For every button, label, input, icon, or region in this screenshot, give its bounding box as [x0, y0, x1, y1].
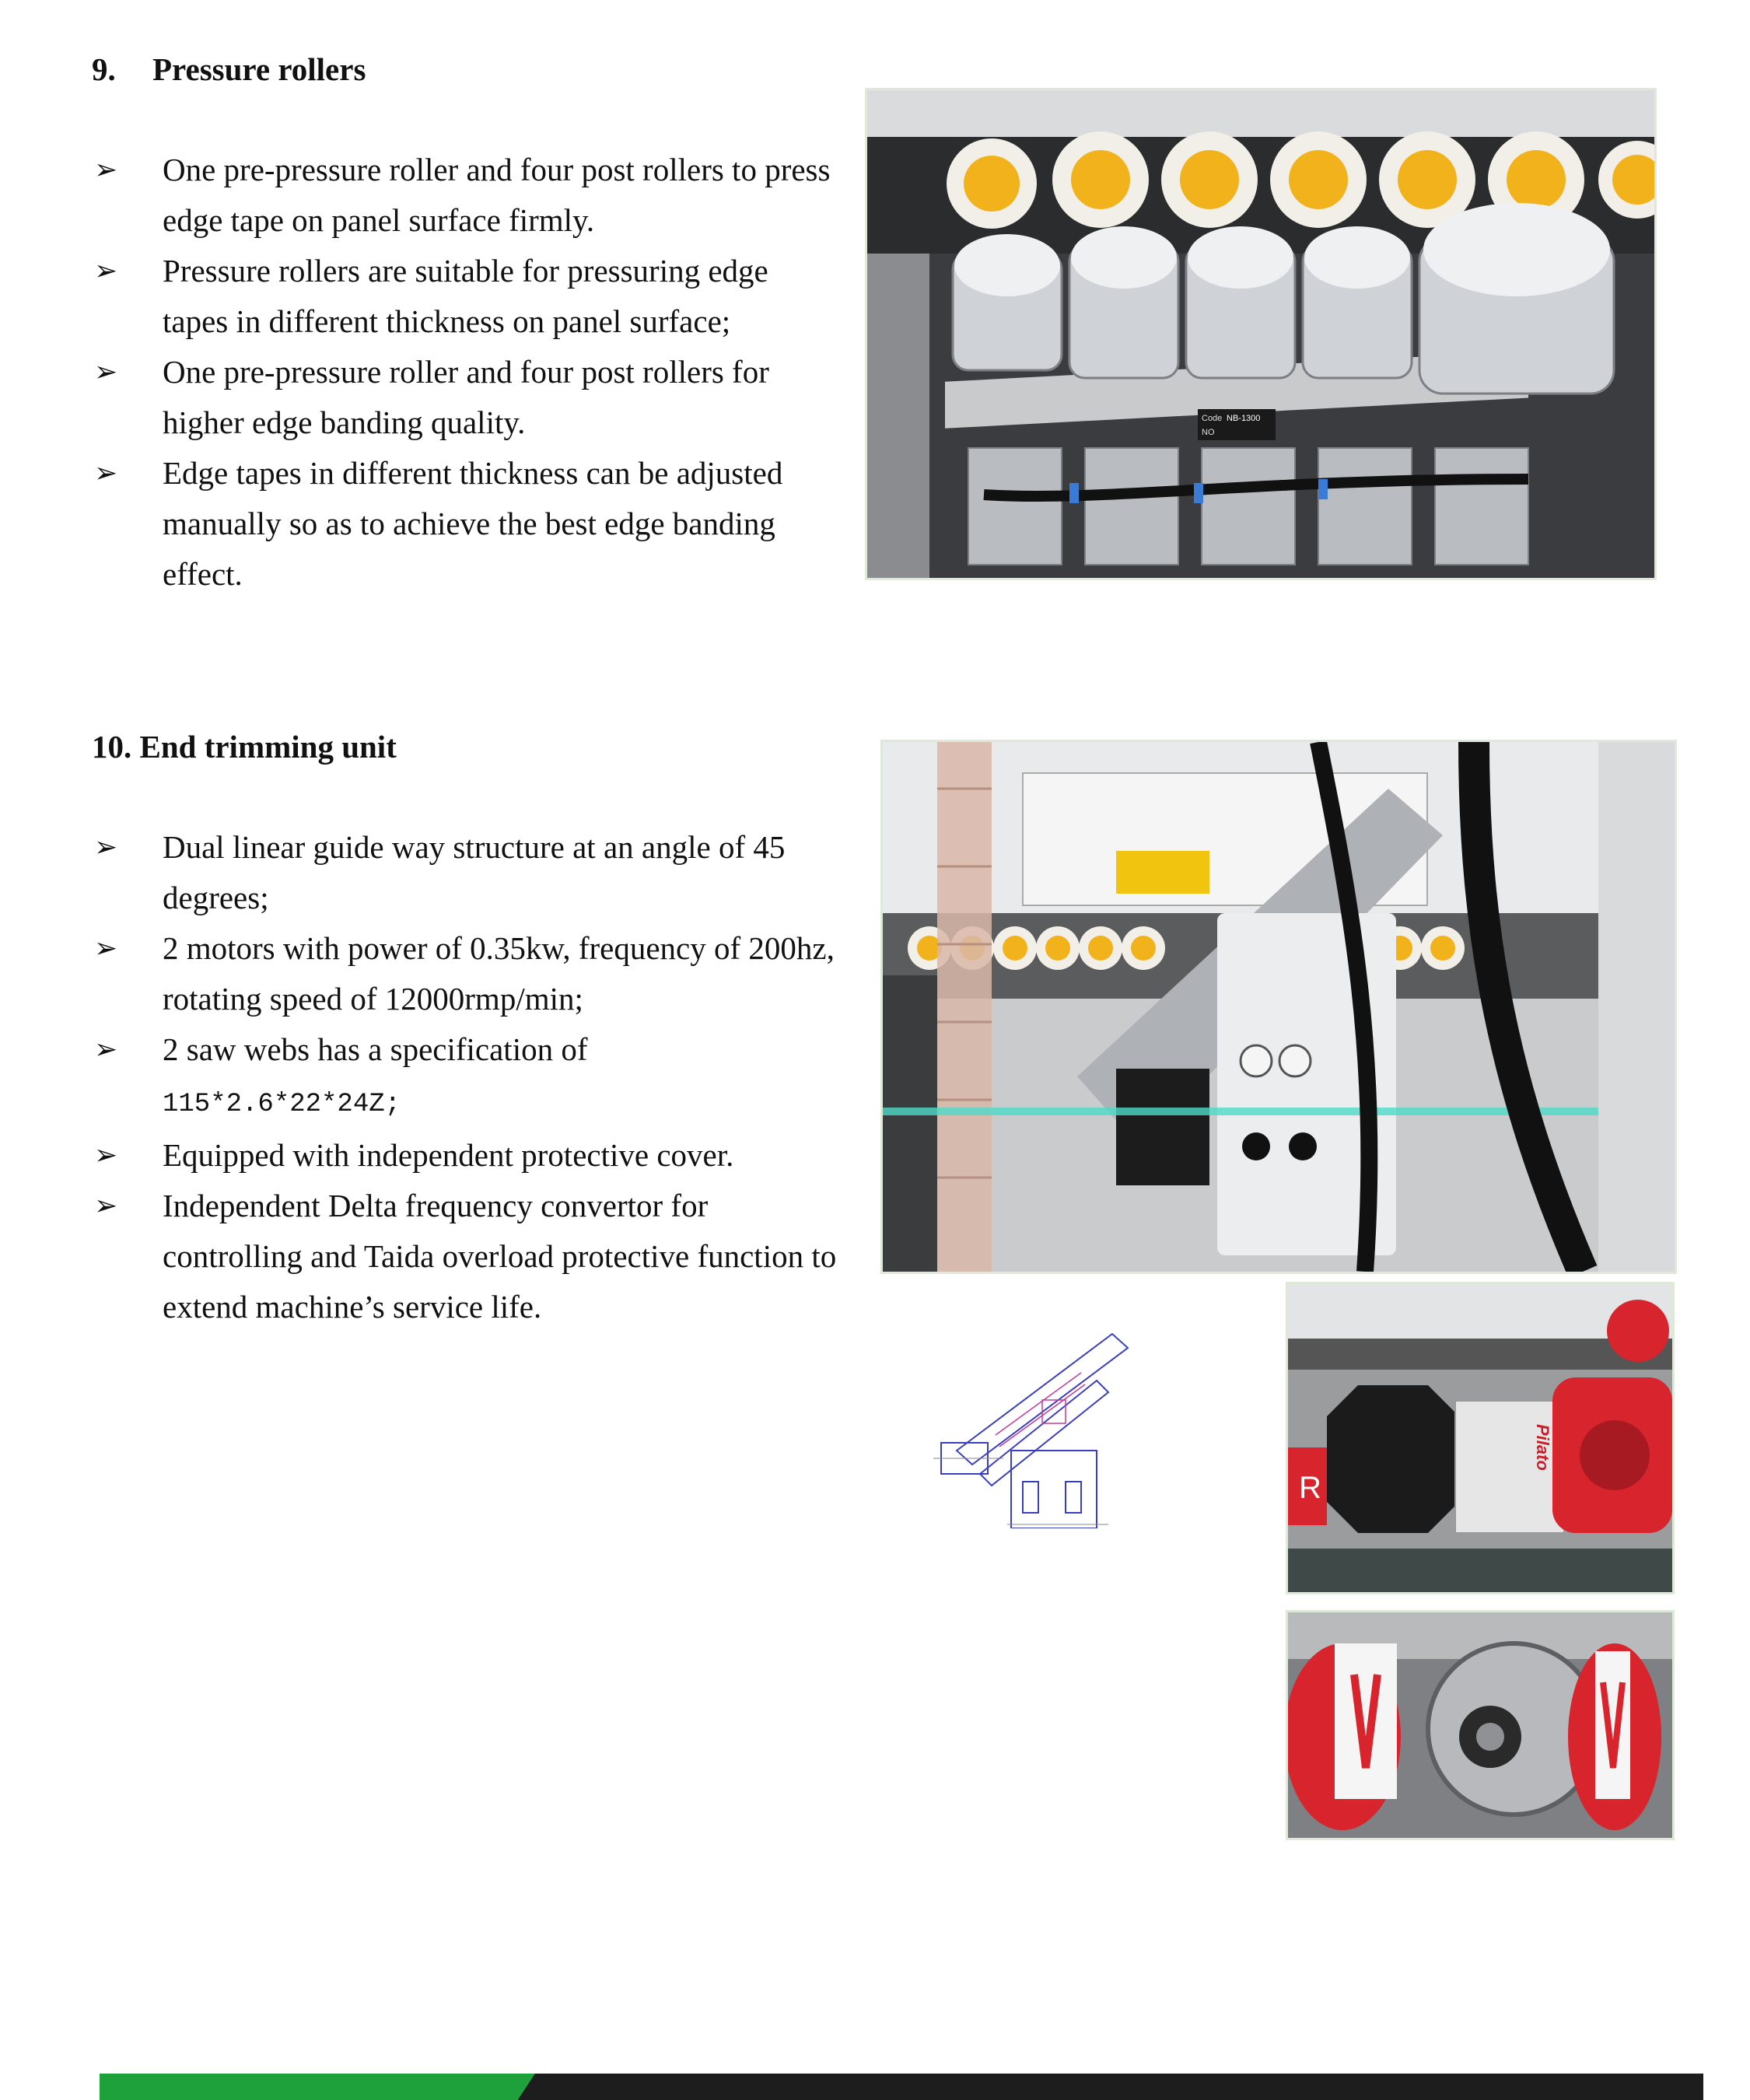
list-item: ➢ Independent Delta frequency convertor for controlling and Taida overload protective function to extend machine’s service life. — [94, 1181, 841, 1332]
code-value: NB-1300 — [1227, 414, 1261, 423]
arrowhead-bullet-icon: ➢ — [94, 1190, 118, 1221]
saw-spec-value: 115*2.6*22*24Z; — [163, 1090, 401, 1119]
no-label: NO — [1202, 428, 1215, 437]
arrowhead-bullet-icon: ➢ — [94, 356, 118, 387]
list-item: ➢ 2 saw webs has a specification of 115*2.6*22*24Z; — [94, 1024, 841, 1130]
pressure-rollers-photo — [865, 88, 1657, 580]
section-10-heading — [92, 727, 397, 766]
motor-photo — [1286, 1282, 1675, 1594]
list-item: ➢ Pressure rollers are suitable for pressuring edge tapes in different thickness on panel surface; — [94, 246, 833, 347]
section-9-bullet-list — [94, 145, 833, 600]
arrowhead-bullet-icon: ➢ — [94, 1139, 118, 1171]
arrowhead-bullet-icon: ➢ — [94, 933, 118, 964]
list-item: ➢ 2 motors with power of 0.35kw, frequency of 200hz, rotating speed of 12000rmp/min; — [94, 923, 841, 1024]
list-item: ➢ One pre-pressure roller and four post rollers to press edge tape on panel surface firmly. — [94, 145, 833, 246]
section-10-title: End trimming unit — [139, 729, 397, 765]
code-label: Code — [1202, 414, 1223, 423]
section-9-heading — [92, 50, 366, 89]
footer-bar — [100, 2074, 1703, 2100]
saw-blades-photo — [1286, 1610, 1675, 1840]
end-trimming-technical-drawing — [926, 1326, 1147, 1528]
footer-accent — [100, 2074, 535, 2100]
section-9-number: 9. — [92, 51, 116, 87]
motor-brand-text: Pilato — [1533, 1424, 1552, 1471]
section-10-number: 10. — [92, 729, 132, 765]
list-item: ➢ Equipped with independent protective cover. — [94, 1130, 841, 1181]
list-item: ➢ One pre-pressure roller and four post rollers for higher edge banding quality. — [94, 347, 833, 448]
arrowhead-bullet-icon: ➢ — [94, 1034, 118, 1065]
arrowhead-bullet-icon: ➢ — [94, 154, 118, 185]
arrowhead-bullet-icon: ➢ — [94, 457, 118, 488]
motor-badge-text: R — [1299, 1471, 1321, 1505]
arrowhead-bullet-icon: ➢ — [94, 831, 118, 863]
section-10-bullet-list — [94, 822, 841, 1332]
list-item: ➢ Dual linear guide way structure at an angle of 45 degrees; — [94, 822, 841, 923]
arrowhead-bullet-icon: ➢ — [94, 255, 118, 286]
list-item: ➢ Edge tapes in different thickness can be adjusted manually so as to achieve the best edge banding effect. — [94, 448, 833, 600]
end-trimming-unit-photo — [880, 740, 1677, 1274]
section-9-title: Pressure rollers — [152, 51, 366, 87]
